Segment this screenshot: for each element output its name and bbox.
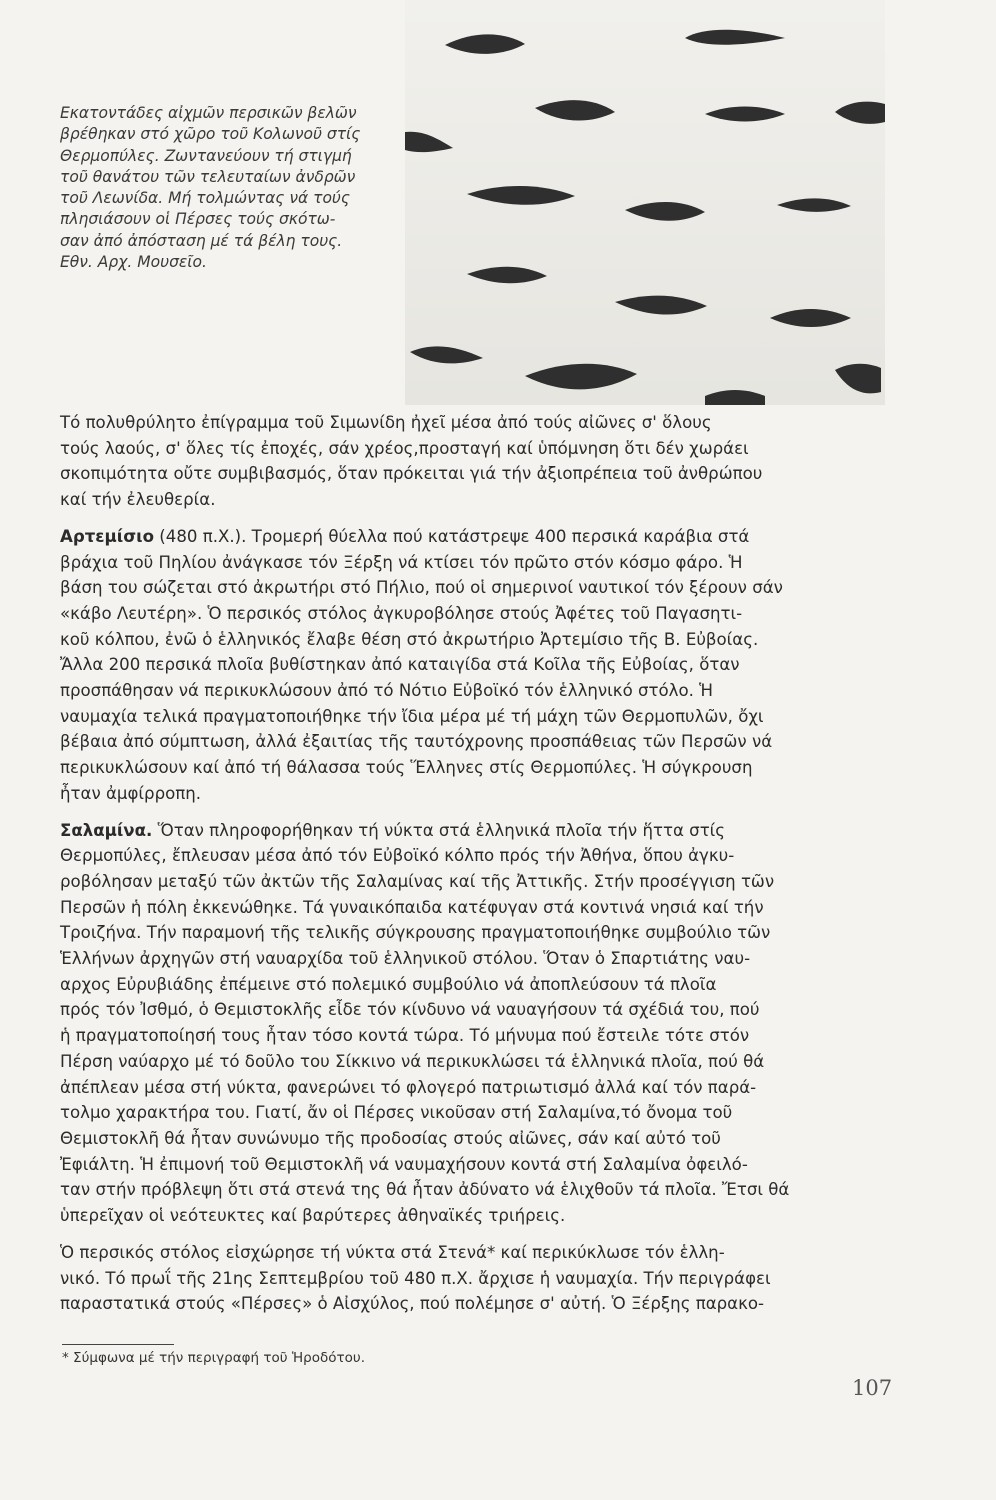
text-line: Ἐφιάλτη. Ἡ ἐπιμονή τοῦ Θεμιστοκλῆ νά ναυμαχήσουν κοντά στή Σαλαμίνα ὀφειλό- xyxy=(60,1154,748,1174)
caption-line: τοῦ Λεωνίδα. Μή τολμώντας νά τούς xyxy=(60,189,350,208)
text-line: Θεμιστοκλῆ θά ἦταν συνώνυμο τῆς προδοσίας στούς αἰῶνες, σάν καί αὐτό τοῦ xyxy=(60,1128,721,1148)
caption-line: Θερμοπύλες. Ζωντανεύουν τή στιγμή xyxy=(60,146,352,165)
paragraph-artemisio xyxy=(60,524,890,807)
caption-line: τοῦ θανάτου τῶν τελευταίων ἀνδρῶν xyxy=(60,167,356,186)
text-line: τολμο χαρακτήρα του. Γιατί, ἄν οἱ Πέρσες νικοῦσαν στή Σαλαμίνα,τό ὄνομα τοῦ xyxy=(60,1103,733,1123)
text-line: αρχος Εὐρυβιάδης ἐπέμεινε στό πολεμικό συμβούλιο νά ἀποπλεύσουν τά πλοῖα xyxy=(60,974,717,994)
paragraph-epigram xyxy=(60,410,890,513)
text-line: νικό. Τό πρωΐ τῆς 21ης Σεπτεμβρίου τοῦ 480 π.Χ. ἄρχισε ἡ ναυμαχία. Τήν περιγράφει xyxy=(60,1268,771,1288)
figure-caption xyxy=(60,103,395,273)
text-line: ροβόλησαν μεταξύ τῶν ἀκτῶν τῆς Σαλαμίνας καί τῆς Ἀττικῆς. Στήν προσέγγιση τῶν xyxy=(60,871,775,891)
text-line: «κάβο Λευτέρη». Ὁ περσικός στόλος ἀγκυροβόλησε στούς Ἀφέτες τοῦ Παγασητι- xyxy=(60,603,743,623)
paragraph-battle xyxy=(60,1240,890,1317)
caption-line: Εκατοντάδες αἰχμῶν περσικῶν βελῶν xyxy=(60,104,357,122)
caption-line: σαν ἀπό ἀπόσταση μέ τά βέλη τους. xyxy=(60,231,343,250)
footnote: * Σύμφωνα μέ τήν περιγραφή τοῦ Ἡροδότου. xyxy=(62,1350,365,1366)
text-line: Ἑλλήνων ἀρχηγῶν στή ναυαρχίδα τοῦ ἑλληνικοῦ στόλου. Ὅταν ὁ Σπαρτιάτης ναυ- xyxy=(60,949,751,969)
text-line: προσπάθησαν νά περικυκλώσουν ἀπό τό Νότιο Εὐβοϊκό τόν ἑλληνικό στόλο. Ἡ xyxy=(60,681,714,701)
caption-line: βρέθηκαν στό χῶρο τοῦ Κολωνοῦ στίς xyxy=(60,125,361,144)
section-heading-artemisio: Αρτεμίσιο xyxy=(60,526,155,546)
text-line: Ἄλλα 200 περσικά πλοῖα βυθίστηκαν ἀπό καταιγίδα στά Κοῖλα τῆς Εὐβοίας, ὅταν xyxy=(60,655,740,675)
text-line: Ὁ περσικός στόλος εἰσχώρησε τή νύκτα στά Στενά* καί περικύκλωσε τόν ἑλλη- xyxy=(60,1242,725,1262)
body-text xyxy=(60,410,890,1328)
text-line: παραστατικά στούς «Πέρσες» ὁ Αἰσχύλος, πού πολέμησε σ' αὐτή. Ὁ Ξέρξης παρακο- xyxy=(60,1294,765,1314)
text-line: βάση του σώζεται στό ἀκρωτήρι στό Πήλιο, πού οἱ σημερινοί ναυτικοί τόν ξέρουν σάν xyxy=(60,578,783,598)
section-heading-salamina: Σαλαμίνα. xyxy=(60,820,153,840)
text-line: ταν στήν πρόβλεψη ὅτι στά στενά της θά ἦταν ἀδύνατο νά ἑλιχθοῦν τά πλοῖα. Ἔτσι θά xyxy=(60,1180,790,1200)
text-line: ὑπερεῖχαν οἱ νεότευκτες καί βαρύτερες ἀθηναϊκές τριήρεις. xyxy=(60,1206,566,1226)
text-line: βέβαια ἀπό σύμπτωση, ἀλλά ἐξαιτίας τῆς ταυτόχρονης προσπάθειας τῶν Περσῶν νά xyxy=(60,732,773,752)
text-line: σκοπιμότητα οὔτε συμβιβασμός, ὅταν πρόκειται γιά τήν ἀξιοπρέπεια τοῦ ἀνθρώπου xyxy=(60,464,763,484)
text-line: βράχια τοῦ Πηλίου ἀνάγκασε τόν Ξέρξη νά κτίσει τόν πρῶτο στόν κόσμο φάρο. Ἡ xyxy=(60,552,743,572)
text-fragment: (480 π.Χ.). Τρομερή θύελλα πού κατάστρεψε 400 περσικά καράβια στά xyxy=(154,526,750,546)
text-line: Θερμοπύλες, ἔπλευσαν μέσα ἀπό τόν Εὐβοϊκό κόλπο πρός τήν Ἀθήνα, ὅπου ἀγκυ- xyxy=(60,846,735,866)
text-line: Τό πολυθρύλητο ἐπίγραμμα τοῦ Σιμωνίδη ἠχεῖ μέσα ἀπό τούς αἰῶνες σ' ὅλους xyxy=(60,413,712,432)
text-line: Πέρση ναύαρχο μέ τό δοῦλο του Σίκκινο νά περικυκλώσει τά ἑλληνικά πλοῖα, πού θά xyxy=(60,1051,765,1071)
text-line: περικυκλώσουν καί ἀπό τή θάλασσα τούς Ἕλληνες στίς Θερμοπύλες. Ἡ σύγκρουση xyxy=(60,758,753,778)
footnote-rule xyxy=(62,1344,174,1345)
text-line: ἀπέπλεαν μέσα στή νύκτα, φανερώνει τό φλογερό πατριωτισμό ἀλλά καί τόν παρά- xyxy=(60,1077,757,1097)
text-line: τούς λαούς, σ' ὅλες τίς ἐποχές, σάν χρέος,προσταγή καί ὑπόμνηση ὅτι δέν χωράει xyxy=(60,438,749,458)
caption-line: Εθν. Αρχ. Μουσεῖο. xyxy=(60,253,207,272)
caption-line: πλησιάσουν οἱ Πέρσες τούς σκότω- xyxy=(60,210,336,229)
page-number: 107 xyxy=(852,1376,893,1400)
text-line: Τροιζήνα. Τήν παραμονή τῆς τελικῆς σύγκρουσης πραγματοποιήθηκε συμβούλιο τῶν xyxy=(60,923,771,943)
text-fragment: Ὅταν πληροφορήθηκαν τή νύκτα στά ἑλληνικά πλοῖα τήν ἥττα στίς xyxy=(152,820,726,840)
text-line xyxy=(60,818,890,844)
text-line: πρός τόν Ἰσθμό, ὁ Θεμιστοκλῆς εἶδε τόν κίνδυνο νά ναυαγήσουν τά σχέδιά του, πού xyxy=(60,1000,760,1020)
text-line xyxy=(60,524,890,550)
text-line: ἡ πραγματοποίησή τους ἦταν τόσο κοντά τώρα. Τό μήνυμα πού ἔστειλε τότε στόν xyxy=(60,1026,750,1046)
text-line: Περσῶν ἡ πόλη ἐκκενώθηκε. Τά γυναικόπαιδα κατέφυγαν στά κοντινά νησιά καί τήν xyxy=(60,897,764,917)
text-line: καί τήν ἐλευθερία. xyxy=(60,490,216,510)
text-line: ναυμαχία τελικά πραγματοποιήθηκε τήν ἴδια μέρα μέ τή μάχη τῶν Θερμοπυλῶν, ὄχι xyxy=(60,706,764,726)
arrowheads-image xyxy=(405,0,885,405)
text-line: ἦταν ἀμφίρροπη. xyxy=(60,783,202,803)
text-line: κοῦ κόλπου, ἐνῶ ὁ ἑλληνικός ἔλαβε θέση στό ἀκρωτήριο Ἀρτεμίσιο τῆς Β. Εὐβοίας. xyxy=(60,629,759,649)
arrowheads-photo xyxy=(405,0,885,405)
paragraph-salamina xyxy=(60,818,890,1229)
